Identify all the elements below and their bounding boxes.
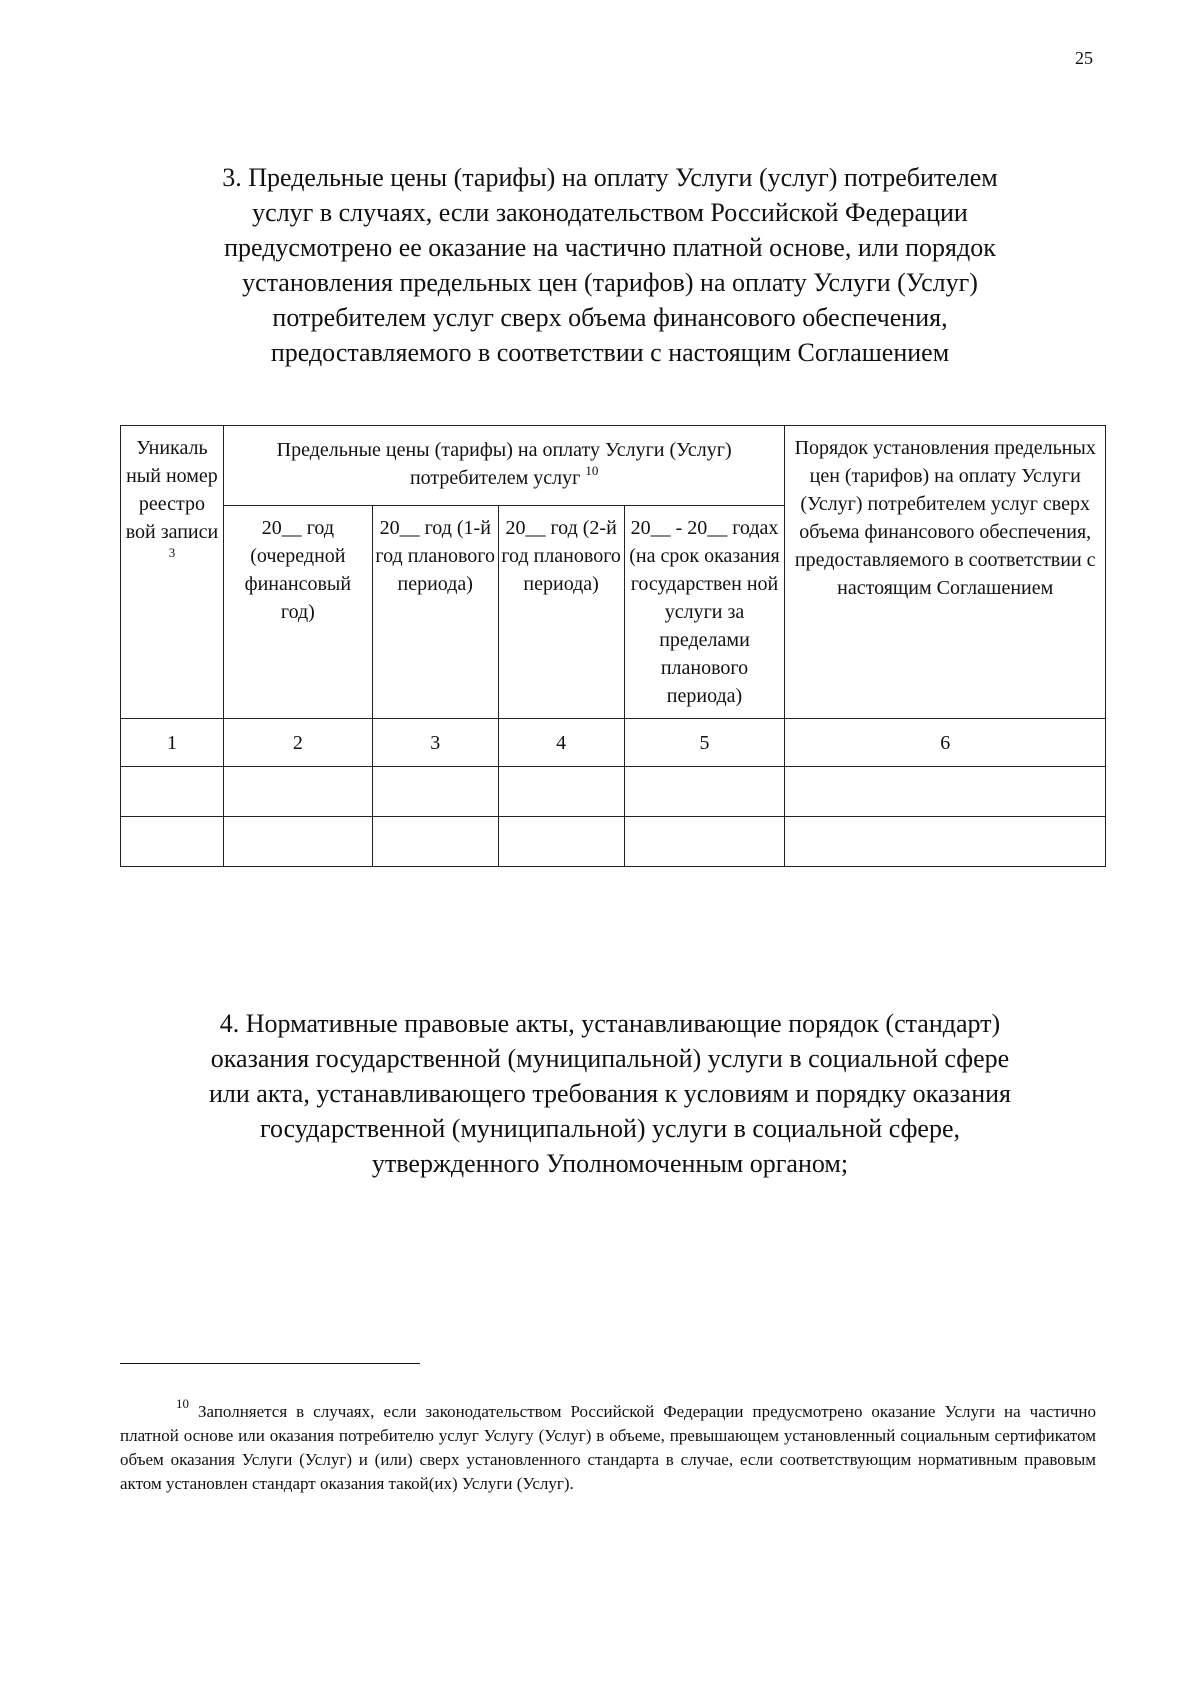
header-procedure: Порядок установления предельных цен (тарифов) на оплату Услуги (Услуг) потребителем услуг сверх объема финансового обеспечения, предоставляемого в соответствии с настоящим Соглашением <box>785 426 1106 719</box>
header-beyond-plan-period: 20__ - 20__ годах (на срок оказания государствен ной услуги за пределами планового периода) <box>624 506 785 719</box>
section-4-heading <box>120 1006 1100 1181</box>
table-cell <box>624 767 785 817</box>
heading-line: услуг в случаях, если законодательством Российской Федерации <box>252 198 968 227</box>
table-cell <box>785 817 1106 867</box>
footnote-ref: 10 <box>585 463 599 478</box>
table-row <box>121 817 1106 867</box>
header-registry-number-text: Уникаль ный номер реестро вой записи <box>125 437 219 543</box>
table-row <box>121 767 1106 817</box>
footnote-separator <box>120 1363 420 1364</box>
table-cell <box>624 817 785 867</box>
heading-line: утвержденного Уполномоченным органом; <box>371 1149 849 1178</box>
footnote <box>120 1396 1097 1496</box>
header-price-limits <box>223 426 785 506</box>
heading-line: или акта, устанавливающего требования к условиям и порядку оказания <box>209 1079 1011 1108</box>
column-number: 2 <box>223 719 372 767</box>
table-cell <box>785 767 1106 817</box>
table-cell <box>223 817 372 867</box>
header-current-year: 20__ год (очередной финансовый год) <box>223 506 372 719</box>
column-number: 6 <box>785 719 1106 767</box>
header-registry-number <box>121 426 224 719</box>
column-number: 3 <box>372 719 498 767</box>
section-3-heading <box>120 160 1100 370</box>
footnote-marker: 10 <box>176 1396 189 1411</box>
page-number: 25 <box>1075 48 1093 68</box>
tariff-table <box>120 425 1106 867</box>
heading-line: потребителем услуг сверх объема финансового обеспечения, <box>272 303 948 332</box>
footnote-ref: 3 <box>168 545 176 560</box>
table-cell <box>372 817 498 867</box>
heading-line: 4. Нормативные правовые акты, устанавливающие порядок (стандарт) <box>219 1009 1001 1038</box>
column-numbers-row <box>121 719 1106 767</box>
heading-line: установления предельных цен (тарифов) на оплату Услуги (Услуг) <box>242 268 978 297</box>
table-cell <box>498 817 624 867</box>
heading-line: оказания государственной (муниципальной) услуги в социальной сфере <box>210 1044 1010 1073</box>
header-price-limits-text: Предельные цены (тарифы) на оплату Услуги (Услуг) потребителем услуг <box>276 439 732 489</box>
table-cell <box>223 767 372 817</box>
column-number: 5 <box>624 719 785 767</box>
heading-line: 3. Предельные цены (тарифы) на оплату Услуги (услуг) потребителем <box>222 163 998 192</box>
table-cell <box>121 767 224 817</box>
header-second-plan-year: 20__ год (2-й год планового периода) <box>498 506 624 719</box>
table-cell <box>498 767 624 817</box>
column-number: 4 <box>498 719 624 767</box>
heading-line: предусмотрено ее оказание на частично платной основе, или порядок <box>224 233 996 262</box>
table-cell <box>372 767 498 817</box>
table-cell <box>121 817 224 867</box>
column-number: 1 <box>121 719 224 767</box>
footnote-text: Заполняется в случаях, если законодательством Российской Федерации предусмотрено оказание Услуги на частично платной основе или оказания потребителю услуг Услугу (Услуг) в объеме, превышающем установленный социальным сертификатом объем оказания Услуги (Услуг) и (или) сверх установленного стандарта в случае, если соответствующим нормативным правовым актом установлен стандарт оказания такой(их) Услуги (Услуг). <box>120 1402 1097 1493</box>
heading-line: государственной (муниципальной) услуги в социальной сфере, <box>259 1114 961 1143</box>
header-first-plan-year: 20__ год (1-й год планового периода) <box>372 506 498 719</box>
heading-line: предоставляемого в соответствии с настоящим Соглашением <box>270 338 950 367</box>
